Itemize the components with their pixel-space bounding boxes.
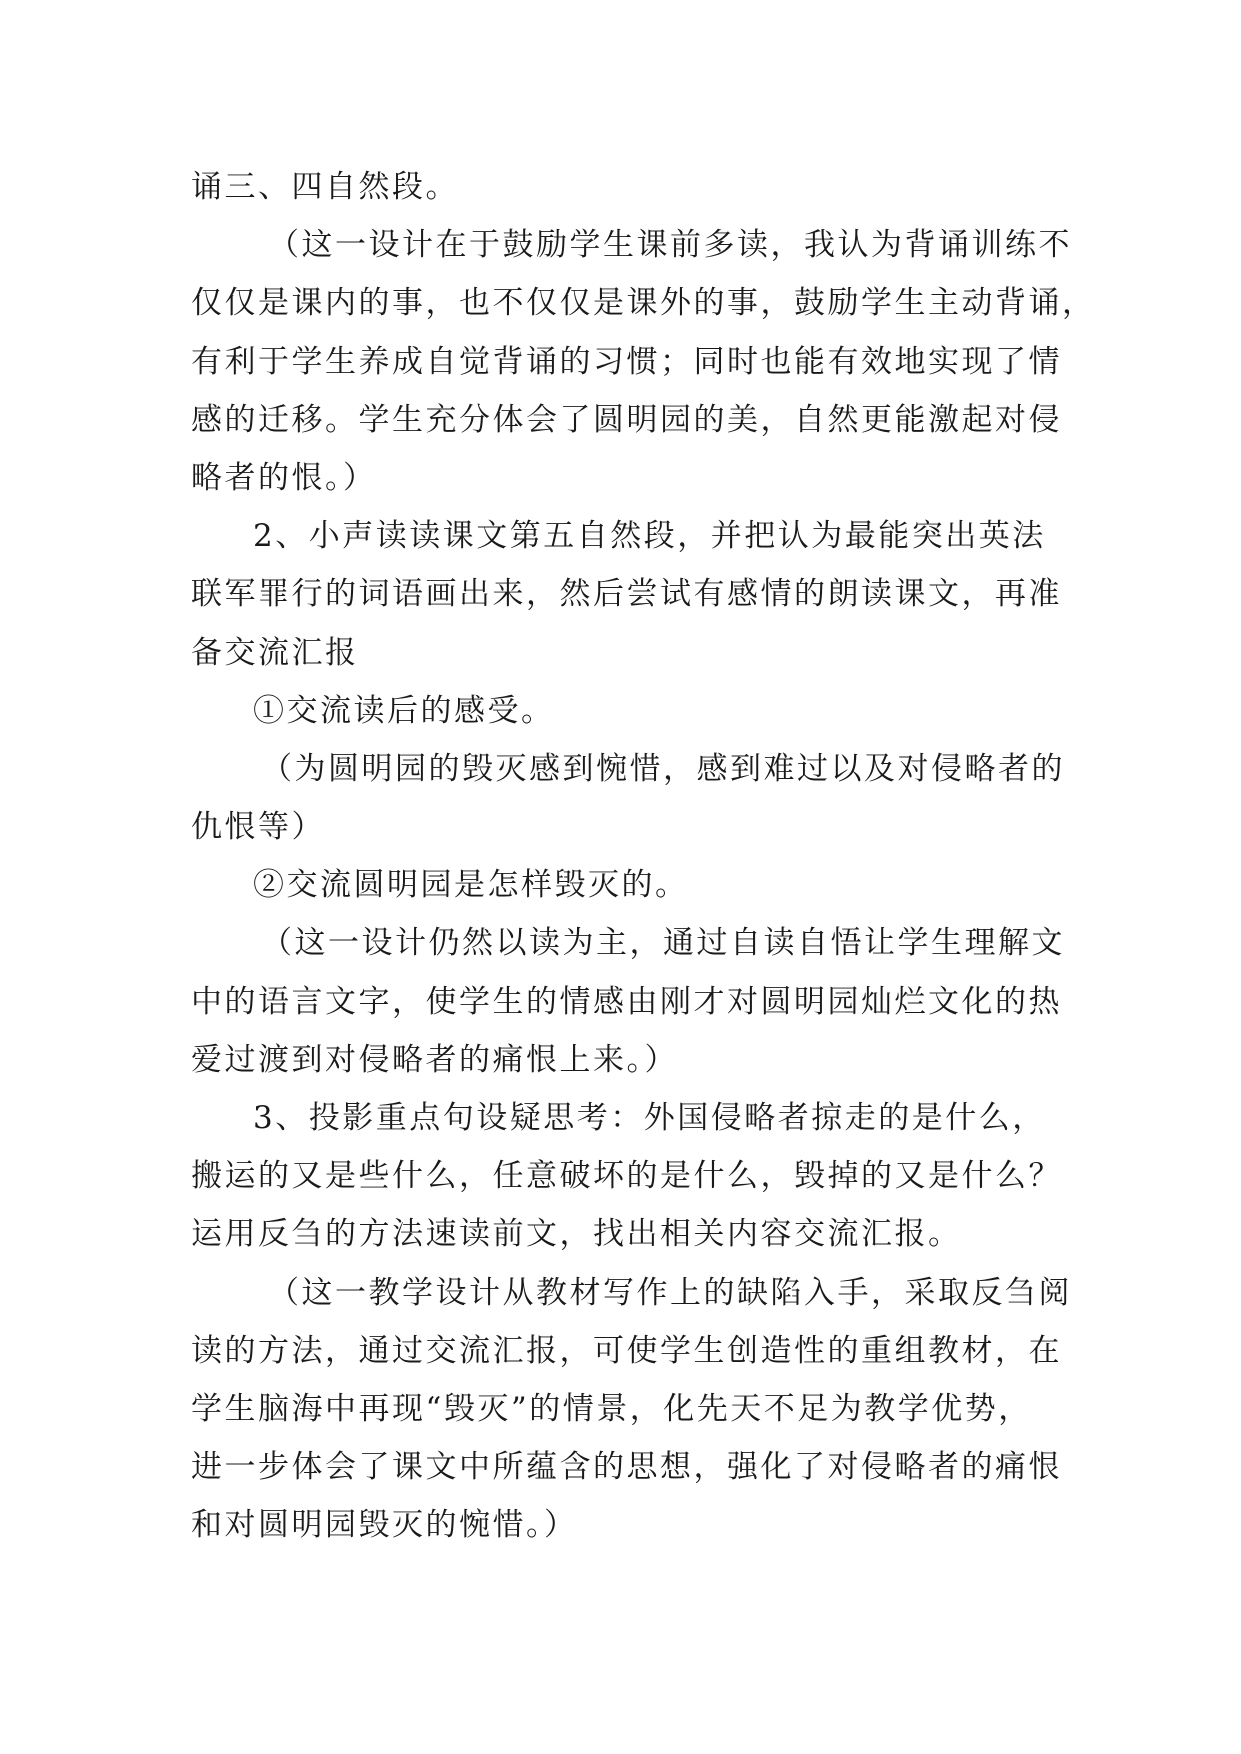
text-line: （这一教学设计从教材写作上的缺陷入手，采取反刍阅: [268, 1274, 1072, 1311]
text-line: 感的迁移。学生充分体会了圆明园的美，自然更能激起对侵: [191, 401, 1062, 438]
text-line: 有利于学生养成自觉背诵的习惯；同时也能有效地实现了情: [191, 343, 1062, 380]
text-line: 备交流汇报: [191, 634, 359, 671]
text-line: （为圆明园的毁灭感到惋惜，感到难过以及对侵略者的: [261, 750, 1065, 787]
text-line: ②交流圆明园是怎样毁灭的。: [253, 867, 689, 904]
text-line: 中的语言文字，使学生的情感由刚才对圆明园灿烂文化的热: [191, 983, 1062, 1020]
text-line: （这一设计在于鼓励学生课前多读，我认为背诵训练不: [268, 227, 1072, 264]
text-line: ①交流读后的感受。: [253, 692, 555, 729]
text-line: 诵三、四自然段。: [191, 169, 459, 205]
text-line: 运用反刍的方法速读前文，找出相关内容交流汇报。: [191, 1216, 962, 1253]
document-body: [191, 158, 1096, 1555]
text-line: 略者的恨。）: [191, 459, 377, 496]
text-line: （这一设计仍然以读为主，通过自读自悟让学生理解文: [261, 925, 1065, 962]
text-line: 爱过渡到对侵略者的痛恨上来。）: [191, 1041, 678, 1078]
text-line: 进一步体会了课文中所蕴含的思想，强化了对侵略者的痛恨: [191, 1449, 1062, 1486]
text-line: 仇恨等）: [191, 809, 325, 846]
text-line: 联军罪行的词语画出来，然后尝试有感情的朗读课文，再准: [191, 576, 1062, 613]
text-line: 仅仅是课内的事，也不仅仅是课外的事，鼓励学生主动背诵，: [191, 285, 1096, 322]
text-line: 搬运的又是些什么，任意破坏的是什么，毁掉的又是什么？: [191, 1158, 1062, 1195]
text-line: 学生脑海中再现“毁灭”的情景，化先天不足为教学优势，: [191, 1390, 1032, 1427]
text-line: 和对圆明园毁灭的惋惜。）: [191, 1507, 578, 1544]
text-line: 3、投影重点句设疑思考：外国侵略者掠走的是什么，: [253, 1100, 1046, 1136]
text-line: 读的方法，通过交流汇报，可使学生创造性的重组教材，在: [191, 1332, 1062, 1369]
text-line: 2、小声读读课文第五自然段，并把认为最能突出英法: [253, 518, 1046, 555]
